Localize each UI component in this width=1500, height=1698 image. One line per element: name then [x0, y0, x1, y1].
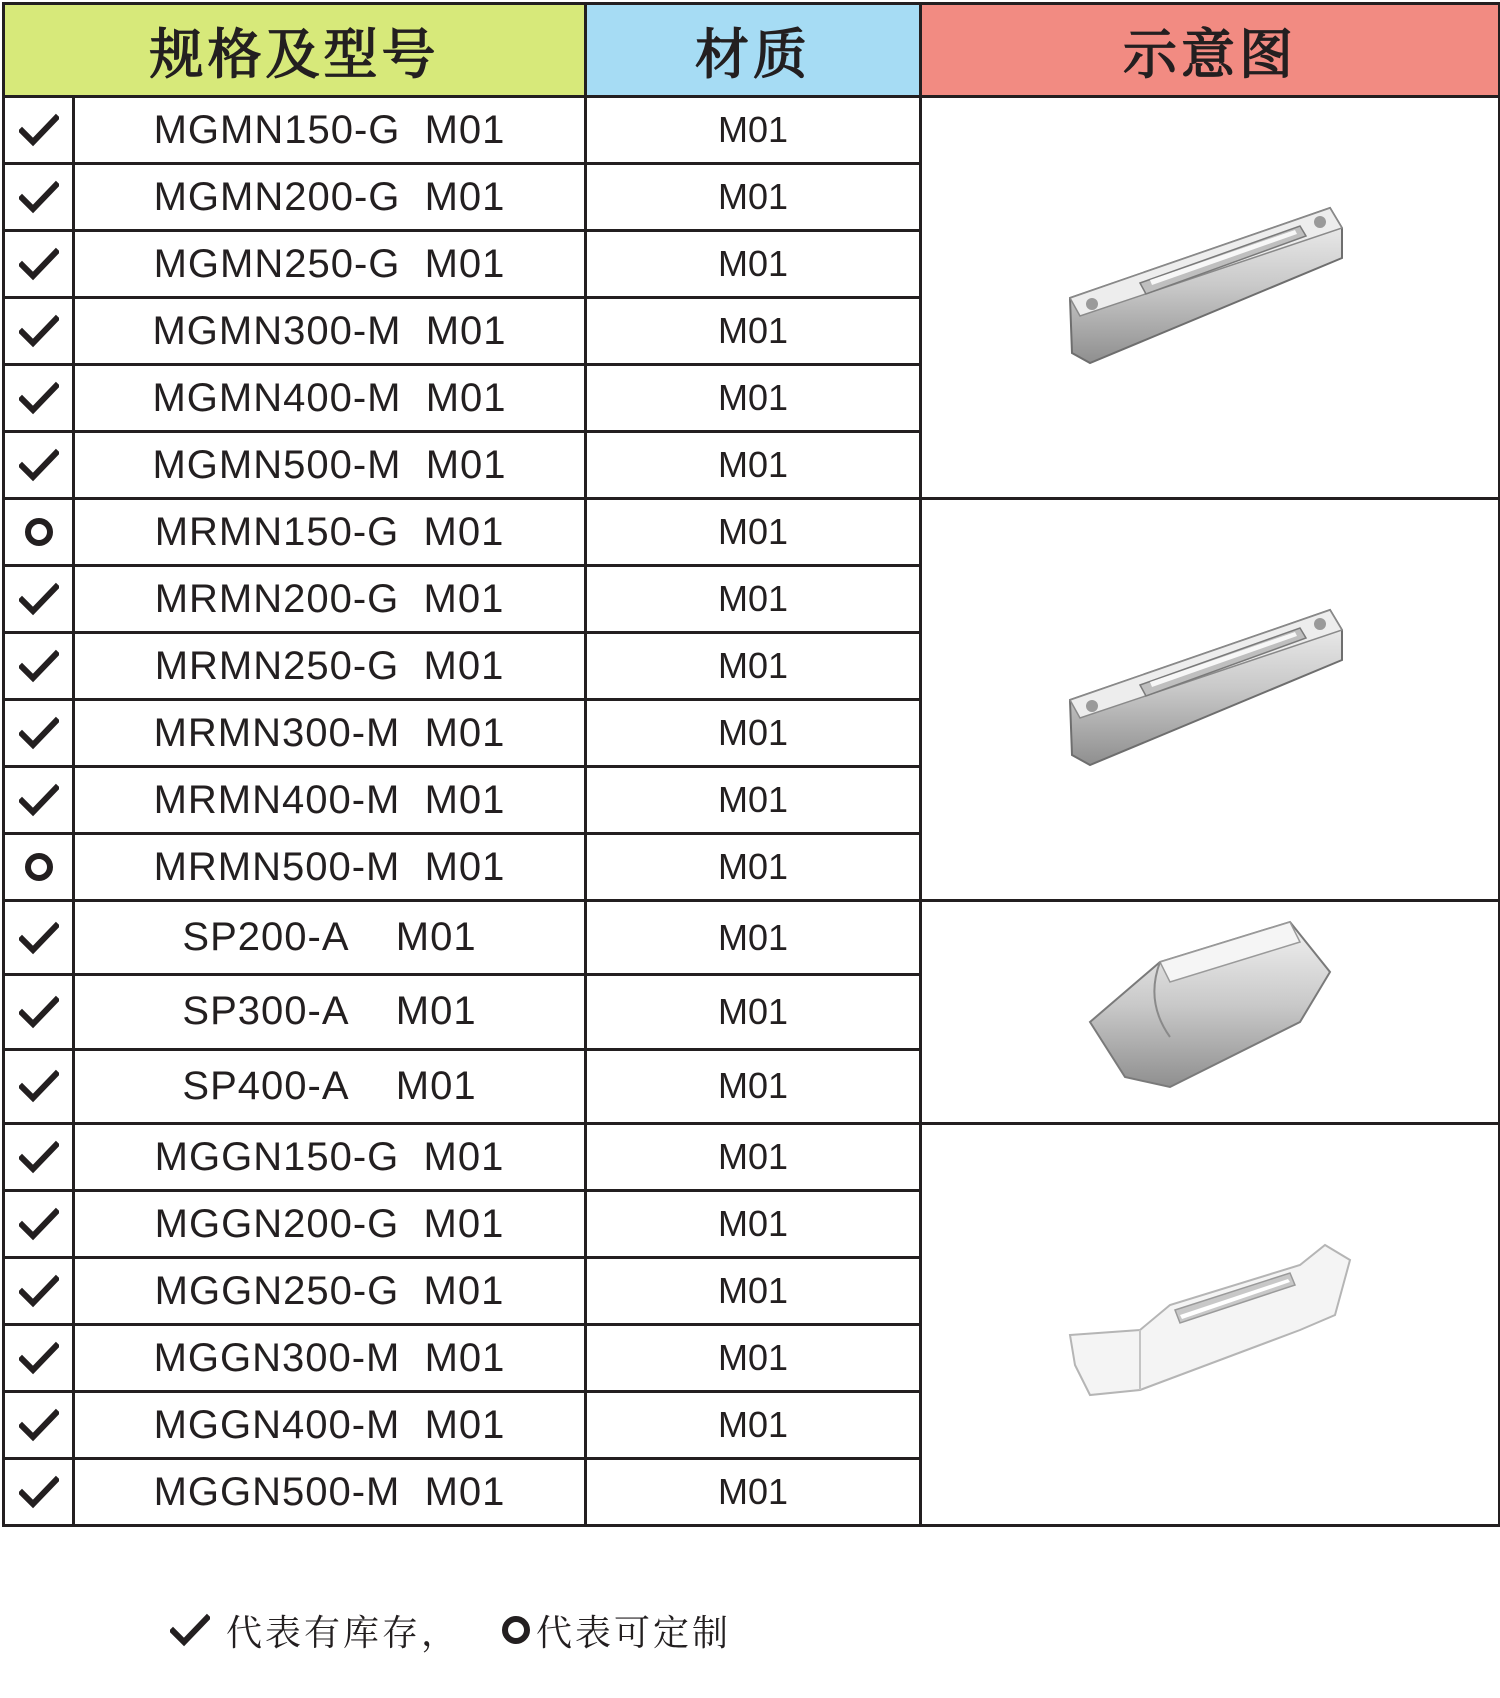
- model-cell: MRMN200-G M01: [74, 566, 586, 633]
- model-cell: MGMN400-M M01: [74, 365, 586, 432]
- diagram-cell: [921, 1124, 1500, 1526]
- header-spec: 规格及型号: [4, 4, 586, 97]
- material-cell: M01: [586, 1049, 921, 1123]
- mgmn-insert-icon: [922, 188, 1498, 408]
- check-icon: [4, 700, 74, 767]
- material-cell: M01: [586, 432, 921, 499]
- diagram-cell: [921, 97, 1500, 499]
- material-cell: M01: [586, 1191, 921, 1258]
- material-cell: M01: [586, 1325, 921, 1392]
- circle-icon: [4, 834, 74, 901]
- material-cell: M01: [586, 1258, 921, 1325]
- check-icon: [4, 298, 74, 365]
- table-row: [4, 97, 1500, 164]
- table-row: [4, 1124, 1500, 1191]
- diagram-cell: [921, 901, 1500, 1124]
- header-diagram: 示意图: [921, 4, 1500, 97]
- model-cell: MGMN200-G M01: [74, 164, 586, 231]
- check-icon: [4, 97, 74, 164]
- model-cell: MGGN250-G M01: [74, 1258, 586, 1325]
- material-cell: M01: [586, 633, 921, 700]
- diagram-cell: [921, 499, 1500, 901]
- model-cell: MRMN500-M M01: [74, 834, 586, 901]
- model-cell: MGGN150-G M01: [74, 1124, 586, 1191]
- model-cell: MRMN250-G M01: [74, 633, 586, 700]
- check-icon: [4, 1124, 74, 1191]
- product-table-container: [2, 2, 1498, 1527]
- check-icon: [170, 1613, 210, 1647]
- material-cell: M01: [586, 1459, 921, 1526]
- check-icon: [4, 1325, 74, 1392]
- material-cell: M01: [586, 975, 921, 1049]
- check-icon: [4, 566, 74, 633]
- sp-insert-icon: [922, 902, 1498, 1122]
- check-icon: [4, 1459, 74, 1526]
- material-cell: M01: [586, 499, 921, 566]
- table-header-row: [4, 4, 1500, 97]
- model-cell: MGMN250-G M01: [74, 231, 586, 298]
- check-icon: [4, 365, 74, 432]
- check-icon: [4, 432, 74, 499]
- material-cell: M01: [586, 901, 921, 975]
- model-cell: MGGN200-G M01: [74, 1191, 586, 1258]
- material-cell: M01: [586, 97, 921, 164]
- check-icon: [4, 975, 74, 1049]
- mggn-insert-icon: [922, 1215, 1498, 1435]
- model-cell: MGGN300-M M01: [74, 1325, 586, 1392]
- model-cell: MRMN300-M M01: [74, 700, 586, 767]
- check-icon: [4, 1191, 74, 1258]
- model-cell: MGMN300-M M01: [74, 298, 586, 365]
- material-cell: M01: [586, 231, 921, 298]
- model-cell: MGGN500-M M01: [74, 1459, 586, 1526]
- circle-icon: [4, 499, 74, 566]
- model-cell: MRMN400-M M01: [74, 767, 586, 834]
- check-icon: [4, 901, 74, 975]
- check-icon: [4, 1258, 74, 1325]
- product-table: [2, 2, 1500, 1527]
- legend: [170, 1600, 731, 1660]
- material-cell: M01: [586, 700, 921, 767]
- model-cell: MGMN150-G M01: [74, 97, 586, 164]
- material-cell: M01: [586, 298, 921, 365]
- material-cell: M01: [586, 164, 921, 231]
- model-cell: SP200-A M01: [74, 901, 586, 975]
- check-icon: [4, 633, 74, 700]
- material-cell: M01: [586, 1124, 921, 1191]
- table-row: [4, 499, 1500, 566]
- model-cell: SP400-A M01: [74, 1049, 586, 1123]
- material-cell: M01: [586, 365, 921, 432]
- check-icon: [4, 1392, 74, 1459]
- legend-custom-text: 代表可定制: [536, 1612, 732, 1654]
- legend-in-stock-text: 代表有库存，: [226, 1612, 461, 1654]
- table-row: [4, 901, 1500, 975]
- check-icon: [4, 164, 74, 231]
- model-cell: MGMN500-M M01: [74, 432, 586, 499]
- header-material: 材质: [586, 4, 921, 97]
- mrmn-insert-icon: [922, 590, 1498, 810]
- circle-icon: [500, 1614, 532, 1646]
- material-cell: M01: [586, 1392, 921, 1459]
- material-cell: M01: [586, 834, 921, 901]
- check-icon: [4, 1049, 74, 1123]
- check-icon: [4, 767, 74, 834]
- material-cell: M01: [586, 767, 921, 834]
- check-icon: [4, 231, 74, 298]
- model-cell: MRMN150-G M01: [74, 499, 586, 566]
- model-cell: MGGN400-M M01: [74, 1392, 586, 1459]
- material-cell: M01: [586, 566, 921, 633]
- table-body: [4, 97, 1500, 1526]
- model-cell: SP300-A M01: [74, 975, 586, 1049]
